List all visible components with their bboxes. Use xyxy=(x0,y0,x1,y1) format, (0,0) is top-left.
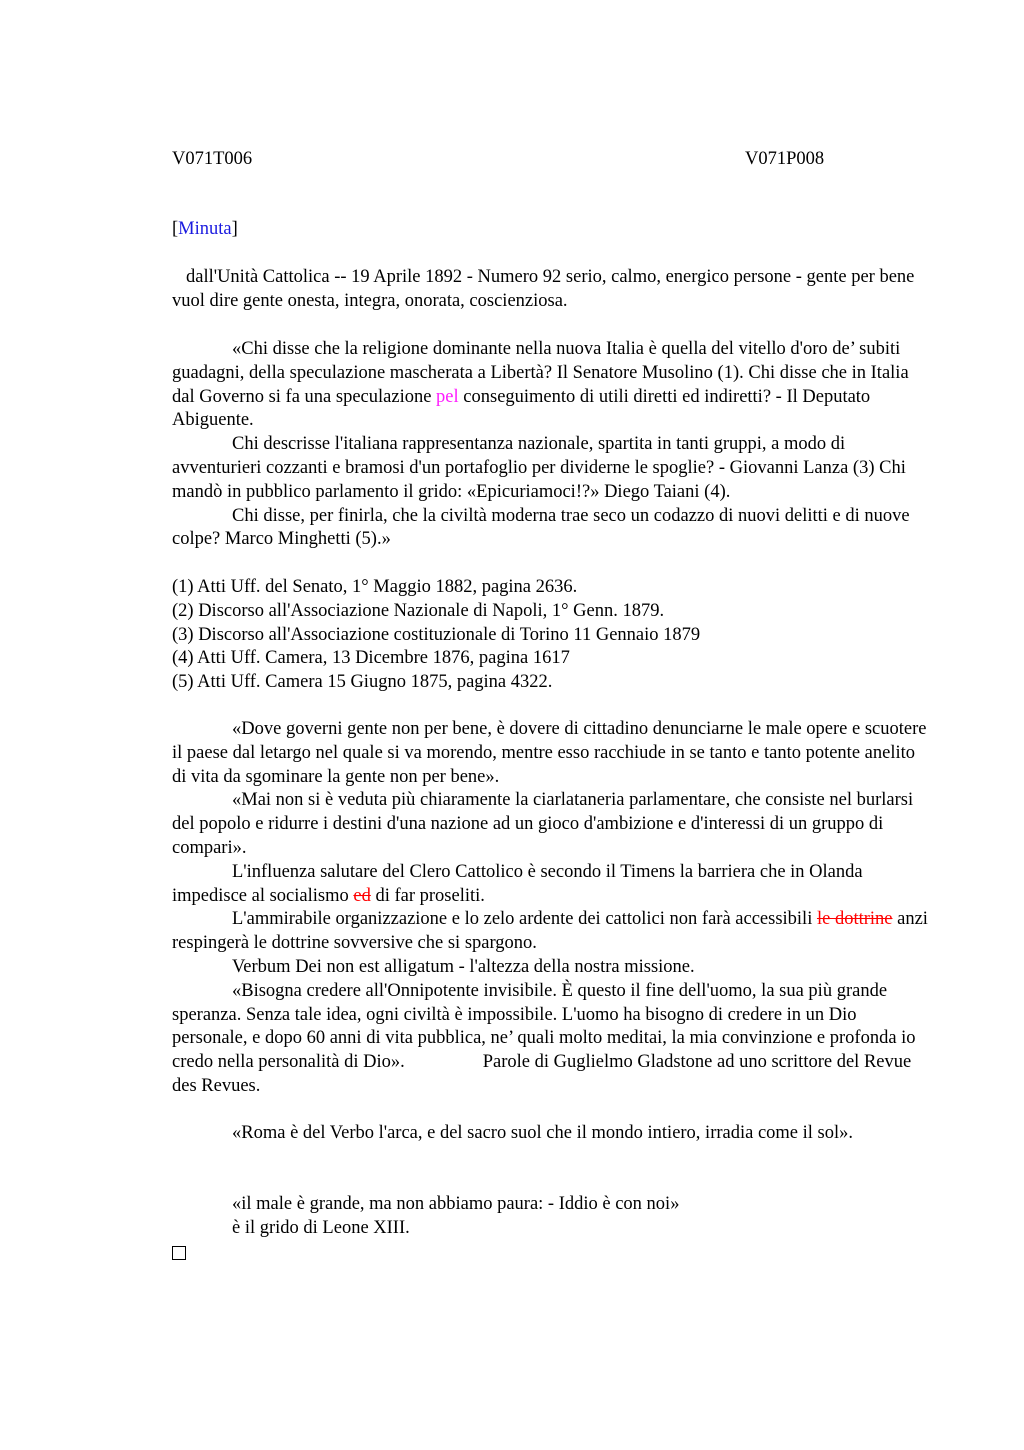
body-paragraph-6: «Bisogna credere all'Onnipotente invisibile. È questo il fine dell'uomo, la sua più grande speranza. Senza tale idea, ogni civiltà è impossibile. L'uomo ha bisogno di credere in un Dio personale, e dopo 60 anni di vita pubblica, ne’ quali molto meditai, la mia convinzione e profonda io credo nella personalità di Dio». Parole di Guglielmo Gladstone ad uno scrittore del Revue des Revues. xyxy=(172,980,916,1096)
deleted-text: le dottrine xyxy=(816,909,893,930)
checkbox-square-icon xyxy=(172,1246,186,1260)
footnote: (4) Atti Uff. Camera, 13 Dicembre 1876, pagina 1617 xyxy=(172,648,570,669)
highlighted-word: pel xyxy=(436,386,459,407)
body-paragraph-4: L'ammirabile organizzazione e lo zelo ardente dei cattolici non farà accessibili le dottrine anzi respingerà le dottrine sovversive che si spargono. xyxy=(172,909,928,954)
body-paragraph-5: Verbum Dei non est alligatum - l'altezza della nostra missione. xyxy=(232,956,695,977)
footnotes xyxy=(172,576,932,695)
left-code: V071T006 xyxy=(172,149,253,169)
body-paragraph-1: «Dove governi gente non per bene, è dovere di cittadino denunciarne le male opere e scuotere il paese dal letargo nel quale si va morendo, mentre esso racchiude in se tanto e tanto potente anelito di vita da sgominare la gente non per bene». xyxy=(172,719,927,787)
body-paragraph-2: «Mai non si è veduta più chiaramente la ciarlataneria parlamentare, che consiste nel burlarsi del popolo e ridurre i destini d'una nazione ad un gioco d'ambizione e d'interessi di un gruppo di compari». xyxy=(172,790,914,858)
quote1-paragraph-3: Chi disse, per finirla, che la civiltà moderna trae seco un codazzo di nuovi delitti e di nuove colpe? Marco Minghetti (5).» xyxy=(172,505,910,550)
closing-line-1: «il male è grande, ma non abbiamo paura: - Iddio è con noi» xyxy=(232,1194,680,1214)
body-paragraph-3: L'influenza salutare del Clero Cattolico è secondo il Timens la barriera che in Olanda impedisce al socialismo ed di far proseliti. xyxy=(172,861,863,906)
intro-paragraph: dall'Unità Cattolica -- 19 Aprile 1892 - Numero 92 serio, calmo, energico persone - gente per bene vuol dire gente onesta, integra, onorata, coscienziosa. xyxy=(172,267,915,311)
closing-quote xyxy=(172,1193,932,1267)
minuta-label: [Minuta] xyxy=(172,219,238,239)
quote1-paragraph-1: «Chi disse che la religione dominante nella nuova Italia è quella del vitello d'oro de’ subiti guadagni, della speculazione mascherata a Libertà? Il Senatore Musolino (1). Chi disse che in Italia dal Governo si fa una speculazione pel conseguimento di utili diretti ed indiretti? - Il Deputato Abiguente. xyxy=(172,339,909,431)
quote-block-1 xyxy=(172,338,932,552)
deleted-text: ed xyxy=(353,885,371,906)
page-header xyxy=(172,148,832,172)
footnote: (1) Atti Uff. del Senato, 1° Maggio 1882, pagina 2636. xyxy=(172,577,578,597)
closing-line-2: è il grido di Leone XIII. xyxy=(232,1217,410,1238)
right-code: V071P008 xyxy=(745,149,825,169)
footnote: (3) Discorso all'Associazione costituzionale di Torino 11 Gennaio 1879 xyxy=(172,624,701,645)
quote1-paragraph-2: Chi descrisse l'italiana rappresentanza nazionale, spartita in tanti gruppi, a modo di avventurieri cozzanti e bramosi d'un portafoglio per dividerne le spoglie? - Giovanni Lanza (3) Chi mandò in pubblico parlamento il grido: «Epicuriamoci!?» Diego Taiani (4). xyxy=(172,434,906,502)
minuta-link: Minuta xyxy=(178,219,232,239)
footnote: (5) Atti Uff. Camera 15 Giugno 1875, pagina 4322. xyxy=(172,672,553,693)
body-block xyxy=(172,718,932,1099)
footnote: (2) Discorso all'Associazione Nazionale di Napoli, 1° Genn. 1879. xyxy=(172,600,665,621)
roma-quote: «Roma è del Verbo l'arca, e del sacro suol che il mondo intiero, irradia come il sol». xyxy=(232,1123,854,1143)
